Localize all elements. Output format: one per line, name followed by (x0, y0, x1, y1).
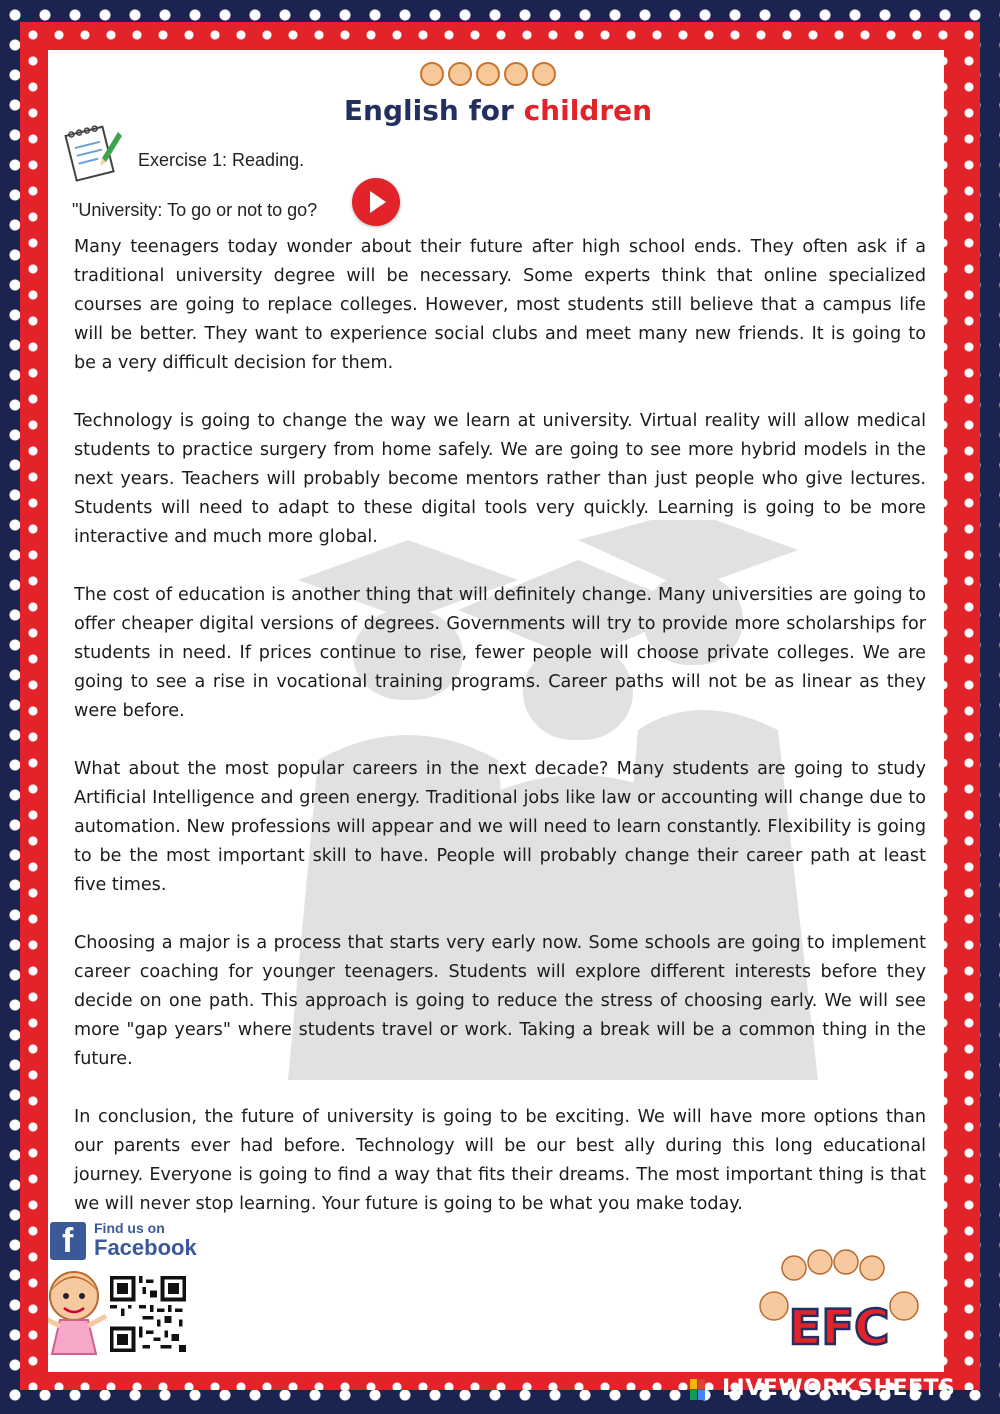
facebook-find-text: Find us on (94, 1220, 165, 1236)
play-icon (370, 191, 386, 213)
facebook-icon (50, 1222, 86, 1260)
paragraph: The cost of education is another thing that will definitely change. Many universities are going to offer cheaper digital versions of degrees. Governments will try to provide more scholarships for students in need. If prices continue to rise, fewer people will choose private colleges. We are going to see a rise in vocational training programs. Career paths will not be as linear as they were before. (74, 585, 926, 721)
english-for-children-logo (328, 58, 668, 138)
logo-word-children: children (523, 94, 653, 127)
facebook-name: Facebook (94, 1235, 197, 1260)
children-cartoon-icon (418, 62, 558, 91)
facebook-badge[interactable] (50, 1220, 200, 1260)
reading-text (74, 233, 926, 1248)
paragraph: Technology is going to change the way we learn at university. Virtual reality will allow medical students to practice surgery from home safely. We are going to see more hybrid models in the next years. Teachers will probably become mentors rather than just people who give lectures. Students will need to adapt to these digital tools very quickly. Learning is going to be more interactive and much more global. (74, 411, 926, 547)
play-audio-button[interactable] (352, 178, 400, 226)
logo-title (328, 94, 668, 127)
paragraph: Choosing a major is a process that starts very early now. Some schools are going to implement career coaching for younger teenagers. Students will explore different interests before they decide on one path. This approach is going to reduce the stress of choosing early. We will see more "gap years" where students travel or work. Taking a break will be a common thing in the future. (74, 933, 926, 1069)
exercise-title: Exercise 1: Reading. (138, 150, 305, 170)
liveworksheets-brand (690, 1376, 990, 1404)
facebook-icon-letter: f (62, 1222, 74, 1260)
logo-word-for: for (468, 94, 514, 127)
liveworksheets-text: LIVEWORKSHEETS (722, 1376, 956, 1401)
cartoon-girl-icon (48, 1262, 110, 1366)
efc-logo-text: EFC (788, 1300, 890, 1356)
efc-logo (754, 1248, 924, 1360)
liveworksheets-icon (690, 1379, 714, 1401)
notebook-pencil-icon (62, 120, 122, 182)
qr-code-icon[interactable] (110, 1276, 186, 1352)
reading-title: "University: To go or not to go? (72, 200, 318, 220)
paragraph: What about the most popular careers in the next decade? Many students are going to study Artificial Intelligence and green energy. Traditional jobs like law or accounting will change due to automation. New professions will appear and we will need to learn constantly. Flexibility is going to be the most important skill to have. People will probably change their career path at least five times. (74, 759, 926, 895)
paragraph: Many teenagers today wonder about their future after high school ends. They often ask if a traditional university degree will be necessary. Some experts think that online specialized courses are going to replace colleges. However, most students still believe that a campus life will be better. They want to experience social clubs and meet many new friends. It is going to be a very difficult decision for them. (74, 237, 926, 373)
worksheet-page (48, 50, 944, 1372)
logo-word-english: English (343, 94, 459, 127)
paragraph: In conclusion, the future of university is going to be exciting. We will have more options than our parents ever had before. Technology will be our best ally during this long educational journey. Everyone is going to find a way that fits their dreams. The most important thing is that we will never stop learning. Your future is going to be what you make today. (74, 1107, 926, 1214)
